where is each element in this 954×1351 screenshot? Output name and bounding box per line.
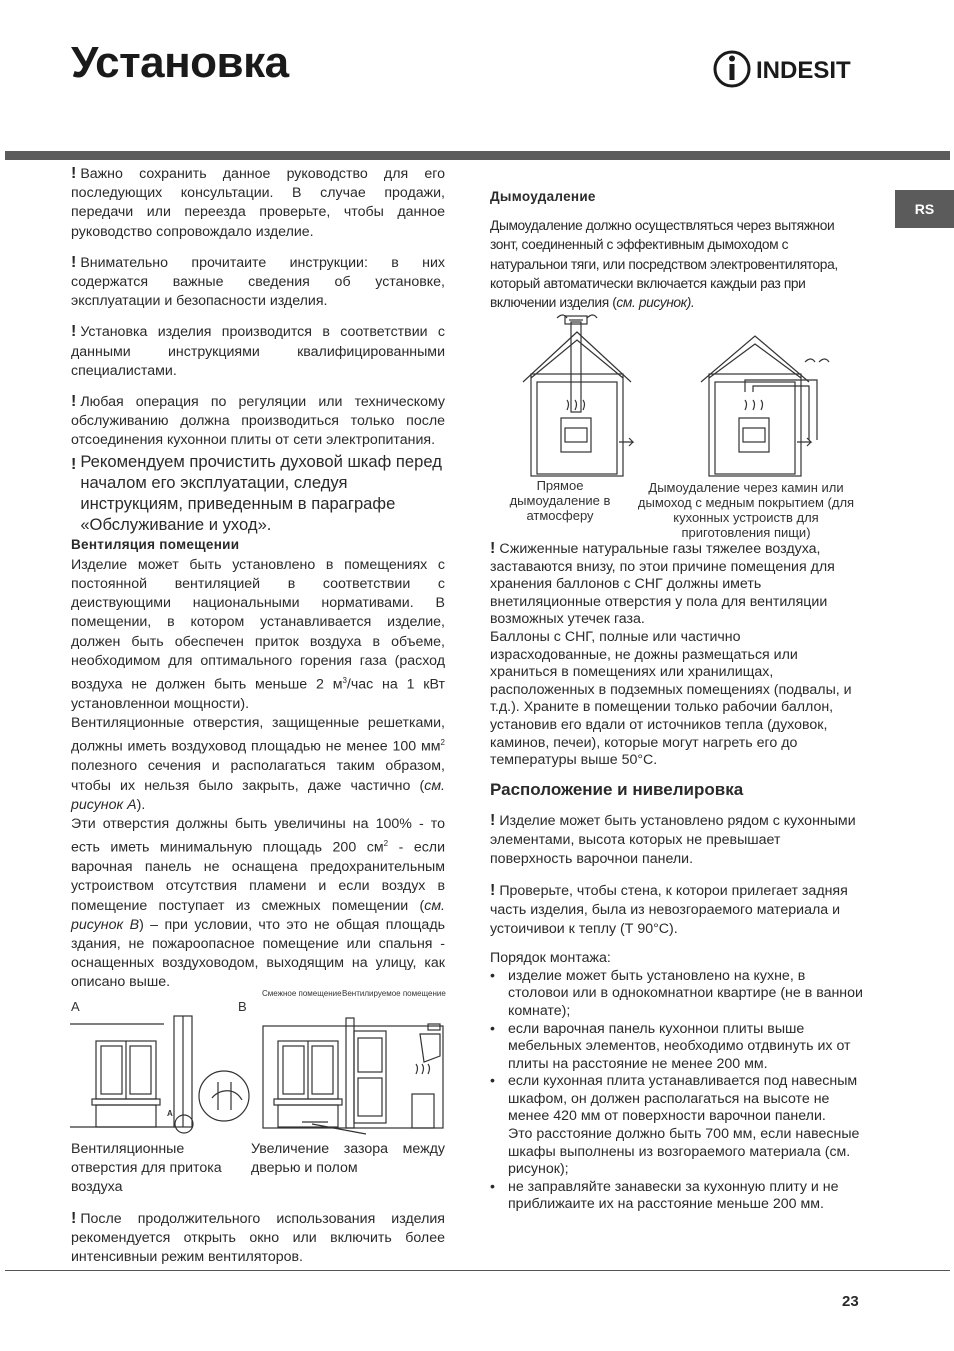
left-column xyxy=(71,164,445,993)
exclamation-icon: ! xyxy=(71,393,77,411)
right-column-top xyxy=(490,187,864,312)
smoke-removal-figure xyxy=(505,310,855,480)
exclamation-icon: ! xyxy=(490,881,496,899)
footer-rule xyxy=(5,1270,950,1271)
bullet-dot: • xyxy=(490,1020,495,1037)
figure-label-a: A xyxy=(71,999,80,1014)
ventilation-paragraph-1: Изделие может быть установлено в помещениях с постоянной вентиляцией в соответствии с деиствующими национальными нормативами. В помещении, в котором устанавливается изделие, должен быть обеспечен приток воздуха в объеме, необходимом для оптимального горения газа (расход воздуха не должен быть меньше 2 $м^3$/час на 1 кВт установленнои мощности). xyxy=(71,556,445,712)
caption-direct-removal: Прямое дымоудаление в атмосферу xyxy=(509,478,611,523)
exclamation-icon: ! xyxy=(71,165,77,182)
adjacent-room-label: Смежное помещение xyxy=(262,989,342,998)
caption-chimney-removal: Дымоудаление через камин или дымоход с медным покрытием (для кухонных устроиств для приготовления пищи) xyxy=(637,480,855,540)
exclamation-icon: ! xyxy=(71,455,77,473)
warning-4: ! Любая операция по регуляции или техническому обслуживанию должна производиться только после отсоединения кухоннои плиты от сети электропитания. xyxy=(71,393,445,449)
list-item: • если кухонная плита устанавливается под навесным шкафом, он должен располагаться на высоте не менее 420 мм от поверхности варочнои панели. Это расстояние должно быть 700 мм, если навесные шкафы выполнены из возгораемого материала (см. рисунок); xyxy=(490,1073,860,1178)
page-title: Установка xyxy=(71,38,289,87)
indesit-logo xyxy=(712,48,872,90)
header-bar xyxy=(5,151,950,160)
right-column-bottom xyxy=(490,540,864,1214)
ventilation-figure xyxy=(66,986,446,1141)
opening-marker-a: A xyxy=(167,1109,173,1118)
list-item: • изделие может быть установлено на кухне, в столовои или в однокомнатнои квартире (не в ваннои комнате); xyxy=(490,967,863,1019)
ventilation-paragraph-3: Эти отверстия должны быть увеличины на 100% - то есть иметь минимальную площадь 200 $см^2$ - если варочная панель не оснащена предохранительным устроиством отсутствия пламени и если воздух в помещение поступает из смежных помещении (см. рисунок В) – при условии, что это не общая площадь здания, не пожароопасное помещение или спальня - оснащенных воздуховодом, выходящим на улицу, как описано выше. xyxy=(71,815,446,991)
placement-warning-2: ! Проверьте, чтобы стена, к которои прилегает задняя часть изделия, была из невозгораемого материала и устоичивои к теплу (Т 90°С). xyxy=(490,881,848,937)
bullet-dot: • xyxy=(490,967,495,984)
caption-a: Вентиляционные отверстия для притока воздуха xyxy=(71,1141,222,1196)
warning-1: ! Важно сохранить данное руководство для его последующих консультации. В случае продажи, передачи или переезда проверьте, чтобы данное руководство сопровождало изделие. xyxy=(71,165,445,240)
exclamation-icon: ! xyxy=(71,253,77,271)
placement-heading: Расположение и нивелировка xyxy=(490,779,744,799)
figure-label-b: B xyxy=(238,999,247,1014)
placement-warning-1: ! Изделие может быть установлено рядом с кухонными элементами, высота которых не превышает поверхность варочнои панели. xyxy=(490,811,856,868)
caption-b: Увеличение зазора между дверью и полом xyxy=(251,1141,445,1177)
final-warning: ! После продолжительного использования изделия рекомендуется открыть окно или включить более интенсивныи режим вентиляторов. xyxy=(71,1210,445,1266)
list-item: • не заправляйте занавески за кухонную плиту и не приближаите их на расстояние меньше 200 мм. xyxy=(490,1178,839,1213)
list-item: • если варочная панель кухоннои плиты выше мебельных элементов, необходимо отдвинуть их от плиты на расстояние не менее 200 мм. xyxy=(490,1020,851,1072)
exclamation-icon: ! xyxy=(71,1210,77,1227)
bullet-dot: • xyxy=(490,1178,495,1195)
bullet-dot: • xyxy=(490,1073,495,1090)
exclamation-icon: ! xyxy=(490,540,496,557)
gas-paragraph: Баллоны с СНГ, полные или частично израсходованные, не дожны размещаться или храниться в помещениях или хранилищах, расположенных в подземных помещениях (подвалы, и т.д.). Храните в помещении только рабочии баллон, установив его вдали от источников тепла (духовок, каминов, печеи), которые могут нагреть его до температуры выше 50°С. xyxy=(490,628,852,769)
brand-text: INDESIT xyxy=(756,57,851,84)
page-number: 23 xyxy=(842,1293,859,1310)
gas-warning: ! Сжиженные натуральные газы тяжелее воздуха, заставаются внизу, по этои причине помещения для хранения баллонов с СНГ должны иметь внетиляционные отверстия у пола для вентиляции возможных утечек газа. xyxy=(490,540,835,628)
language-tab: RS xyxy=(895,190,954,228)
exclamation-icon: ! xyxy=(71,323,77,341)
smoke-heading: Дымоудаление xyxy=(490,189,596,204)
ventilation-heading: Вентиляция помещении xyxy=(71,536,240,552)
exclamation-icon: ! xyxy=(490,811,496,829)
order-heading: Порядок монтажа: xyxy=(490,950,611,967)
warning-2: ! Внимательно прочитаите инструкции: в них содержатся важные сведения об установке, эксплуатации и безопасности изделия. xyxy=(71,253,445,310)
ventilation-paragraph-2: Вентиляционные отверстия, защищенные решетками, должны иметь воздуховод площадью не менее 100 $мм^2$ полезного сечения и располагаться таким образом, чтобы их нельзя было закрыть, даже частично (см. рисунок А). xyxy=(71,715,445,813)
warning-3: ! Установка изделия производится в соответствии с данными инструкциями квалифицированными специалистами. xyxy=(71,323,445,379)
smoke-paragraph: Дымоудаление должно осуществляться через вытяжнои зонт, соединенный с эффективным дымоходом с натуральнои тяги, или посредством электровентилятора, который автоматически включается каждыи раз при включении изделия (см. рисунок). xyxy=(490,218,838,311)
oven-note: ! Рекомендуем прочистить духовой шкаф перед началом его эксплуатации, следуя инструкциям, приведенным в параграфе «Обслуживание и уход». xyxy=(71,451,442,534)
ventilated-room-label: Вентилируемое помещение xyxy=(342,989,446,998)
